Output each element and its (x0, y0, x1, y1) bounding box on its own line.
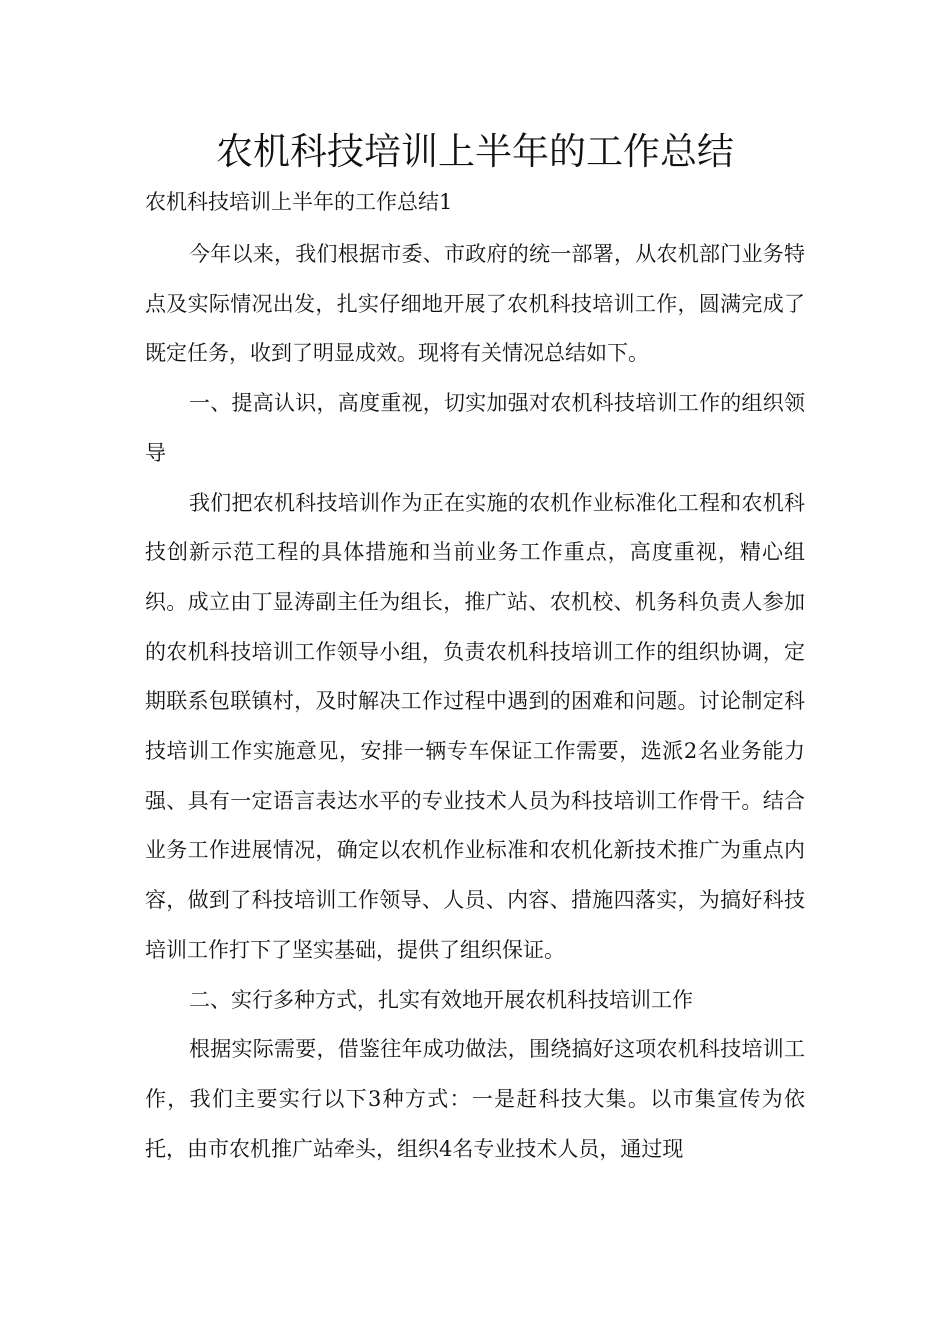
document-title: 农机科技培训上半年的工作总结 (216, 130, 734, 173)
section-heading-2: 二、实行多种方式，扎实有效地开展农机科技培训工作 (189, 987, 693, 1012)
document-body (145, 230, 805, 1174)
paragraph-section-2: 根据实际需要，借鉴往年成功做法，围绕搞好这项农机科技培训工作，我们主要实行以下3种方式：一是赶科技大集。以市集宣传为依托，由市农机推广站牵头，组织4名专业技术人员，通过现 (145, 1037, 805, 1161)
section-heading-1: 一、提高认识，高度重视，切实加强对农机科技培训工作的组织领导 (145, 391, 805, 465)
paragraph-intro: 今年以来，我们根据市委、市政府的统一部署，从农机部门业务特点及实际情况出发，扎实仔细地开展了农机科技培训工作，圆满完成了既定任务，收到了明显成效。现将有关情况总结如下。 (145, 242, 805, 366)
document-subtitle: 农机科技培训上半年的工作总结1 (145, 190, 453, 214)
paragraph-section-1: 我们把农机科技培训作为正在实施的农机作业标准化工程和农机科技创新示范工程的具体措施和当前业务工作重点，高度重视，精心组织。成立由丁显涛副主任为组长，推广站、农机校、机务科负责人参加的农机科技培训工作领导小组，负责农机科技培训工作的组织协调，定期联系包联镇村，及时解决工作过程中遇到的困难和问题。讨论制定科技培训工作实施意见，安排一辆专车保证工作需要，选派2名业务能力强、具有一定语言表达水平的专业技术人员为科技培训工作骨干。结合业务工作进展情况，确定以农机作业标准和农机化新技术推广为重点内容，做到了科技培训工作领导、人员、内容、措施四落实，为搞好科技培训工作打下了坚实基础，提供了组织保证。 (145, 490, 805, 962)
